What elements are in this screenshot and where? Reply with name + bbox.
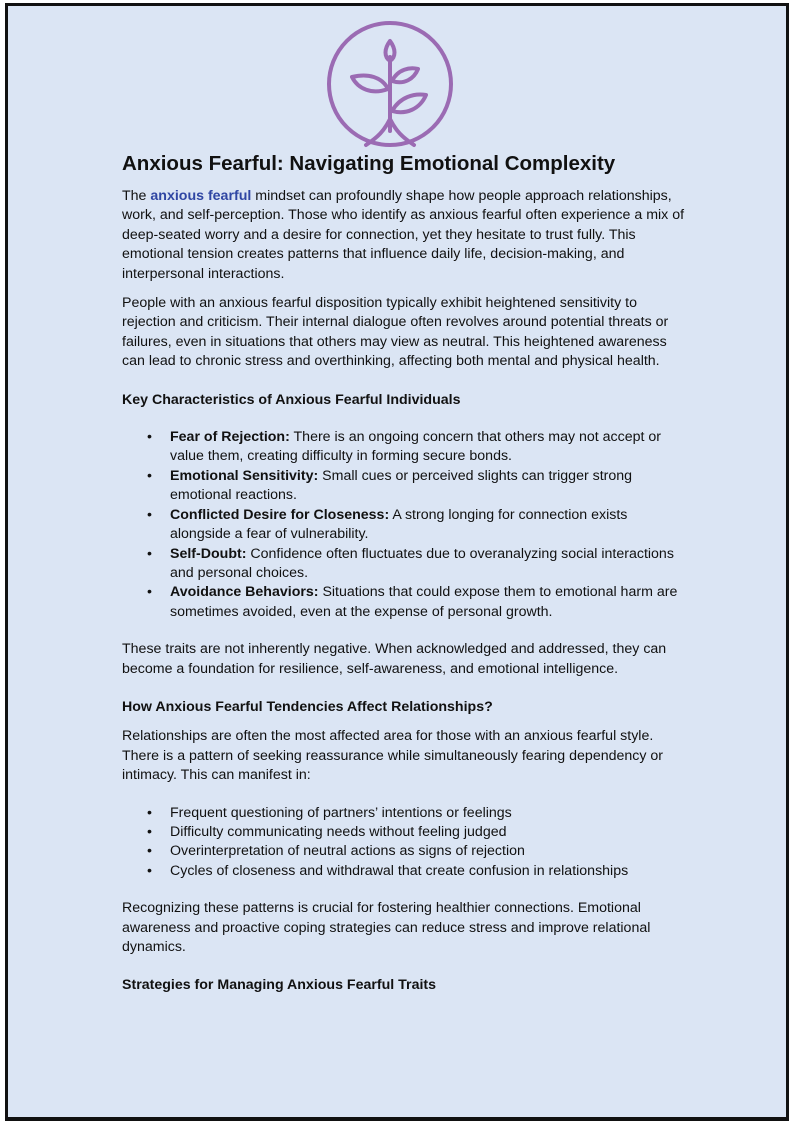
list-item-text: Small cues or perceived slights can trigger strong emotional reactions. xyxy=(170,467,633,504)
article-body xyxy=(122,151,688,1014)
list-item xyxy=(170,428,688,467)
relationships-list xyxy=(122,804,688,882)
list-item: • Cycles of closeness and withdrawal that create confusion in relationships xyxy=(170,862,688,881)
intro-suffix: mindset can profoundly shape how people approach relationships, work, and self-perception. Those who identify as anxious fearful often experience a mix of deep-seated worry and a desire for connection, yet they hesitate to trust fully. This emotional tension creates patterns that influence daily life, decision-making, and interpersonal interactions. xyxy=(122,188,685,282)
list-item: • Difficulty communicating needs without feeling judged xyxy=(170,823,688,842)
characteristics-closing: These traits are not inherently negative. When acknowledged and addressed, they can become a foundation for resilience, self-awareness, and emotional intelligence. xyxy=(122,641,667,677)
list-item-term: Self-Doubt: xyxy=(170,545,247,562)
section-heading-relationships: How Anxious Fearful Tendencies Affect Relationships? xyxy=(122,698,493,715)
list-item-text: There is an ongoing concern that others may not accept or value them, creating difficulty in forming secure bonds. xyxy=(170,429,662,465)
list-item-term: Avoidance Behaviors: xyxy=(170,584,319,601)
list-item-text: Situations that could expose them to emotional harm are sometimes avoided, even at the expense of personal growth. xyxy=(170,584,678,620)
list-item-term: Fear of Rejection: xyxy=(170,429,290,446)
relationships-closing: Recognizing these patterns is crucial for fostering healthier connections. Emotional awareness and proactive coping strategies can reduce stress and improve relational dynamics. xyxy=(122,900,651,955)
list-item-term: Conflicted Desire for Closeness: xyxy=(170,506,390,523)
list-item-text: A strong longing for connection exists alongside a fear of vulnerability. xyxy=(170,506,628,543)
section-heading-characteristics: Key Characteristics of Anxious Fearful Individuals xyxy=(122,391,461,408)
list-item xyxy=(170,467,688,506)
list-item xyxy=(170,506,688,545)
relationships-intro: Relationships are often the most affected area for those with an anxious fearful style. There is a pattern of seeking reassurance while simultaneously fearing dependency or intimacy. This can manifest in: xyxy=(122,728,664,784)
anxious-fearful-link[interactable]: anxious fearful xyxy=(150,188,252,204)
list-item xyxy=(170,583,688,622)
intro-prefix: The xyxy=(122,188,151,204)
characteristics-list xyxy=(122,428,688,622)
section-heading-strategies: Strategies for Managing Anxious Fearful Traits xyxy=(122,977,437,994)
list-item-text: Confidence often fluctuates due to overanalyzing social interactions and personal choices. xyxy=(170,545,674,581)
page-title: Anxious Fearful: Navigating Emotional Complexity xyxy=(122,152,616,175)
list-item: • Overinterpretation of neutral actions as signs of rejection xyxy=(170,842,688,861)
sprout-logo-icon xyxy=(326,19,454,149)
list-item: • Frequent questioning of partners’ intentions or feelings xyxy=(170,804,688,823)
list-item xyxy=(170,545,688,584)
paragraph-2: People with an anxious fearful disposition typically exhibit heightened sensitivity to rejection and criticism. Their internal dialogue often revolves around potential threats or failures, even in situations that others may view as neutral. This heightened awareness can lead to chronic stress and overthinking, affecting both mental and physical health. xyxy=(122,295,669,370)
document-page xyxy=(5,3,789,1121)
list-item-term: Emotional Sensitivity: xyxy=(170,467,319,484)
intro-paragraph xyxy=(122,187,688,284)
